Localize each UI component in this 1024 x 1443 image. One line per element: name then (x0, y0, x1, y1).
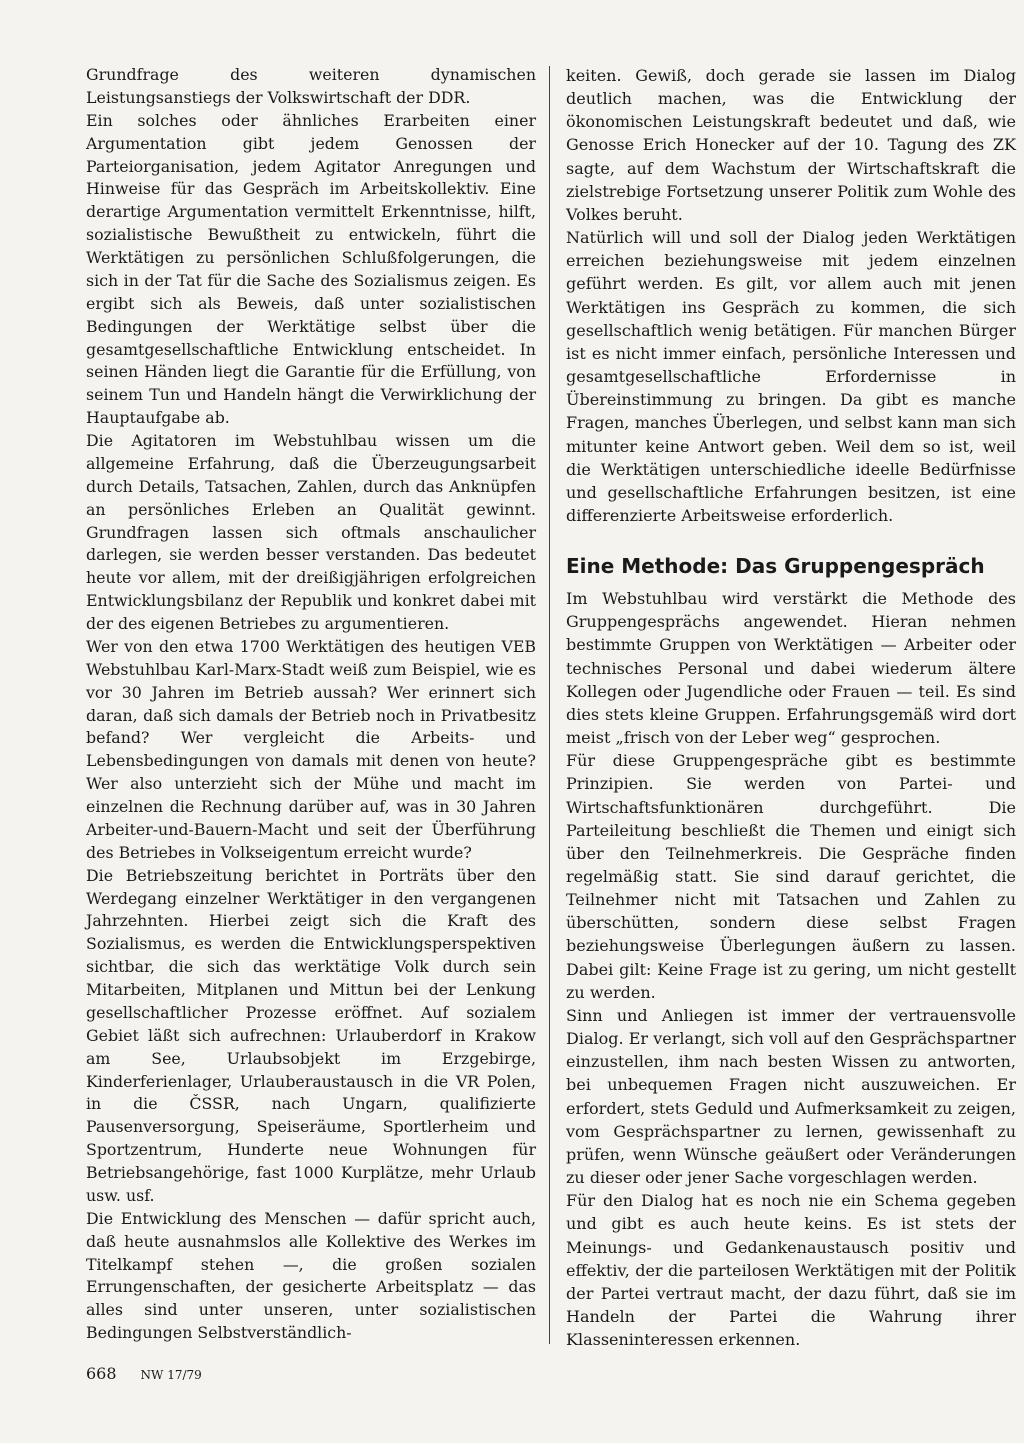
paragraph: Grundfrage des weiteren dynamischen Leistungsanstiegs der Volkswirtschaft der DDR. (86, 65, 536, 107)
page-footer (86, 1364, 202, 1385)
paragraph: Sinn und Anliegen ist immer der vertrauensvolle Dialog. Er verlangt, sich voll auf den Gesprächspartner einzustellen, ihm nach besten Wissen zu antworten, bei unbequemen Fragen nicht auszuweichen. Er erfordert, stets Geduld und Aufmerksamkeit zu zeigen, vom Gesprächspartner zu lernen, gewissenhaft zu prüfen, wenn Wünsche geäußert oder Veränderungen zu dieser oder jener Sache vorgeschlagen werden. (566, 1005, 1016, 1188)
column-divider (549, 66, 550, 1344)
paragraph: Für den Dialog hat es noch nie ein Schema gegeben und gibt es auch heute keins. Es ist stets der Meinungs- und Gedankenaustausch positiv und effektiv, der die parteilosen Werktätigen mit der Politik der Partei vertraut macht, der dazu führt, daß sie im Handeln der Partei die Wahrung ihrer Klasseninteressen erkennen. (566, 1191, 1016, 1350)
issue-label: NW 17/79 (140, 1368, 202, 1382)
paragraph: Ein solches oder ähnliches Erarbeiten einer Argumentation gibt jedem Genossen der Parteiorganisation, jedem Agitator Anregungen und Hinweise für das Gespräch im Arbeitskollektiv. Eine derartige Argumentation vermittelt Erkenntnisse, hilft, sozialistische Bewußtheit zu entwickeln, führt die Werktätigen zu persönlichen Schlußfolgerungen, die sich in der Tat für die Sache des Sozialismus zeigen. Es ergibt sich als Beweis, daß unter sozialistischen Bedingungen der Werktätige selbst über die gesamtgesellschaftliche Entwicklung entscheidet. In seinen Händen liegt die Garantie für die Erfüllung, von seinem Tun und Handeln hängt die Verwirklichung der Hauptaufgabe ab. (86, 110, 536, 428)
paragraph: Im Webstuhlbau wird verstärkt die Methode des Gruppengesprächs angewendet. Hieran nehmen bestimmte Gruppen von Werktätigen — Arbeiter oder technisches Personal und dabei wiederum ältere Kollegen oder Jugendliche oder Frauen — teil. Es sind dies stets kleine Gruppen. Erfahrungsgemäß wird dort meist „frisch von der Leber weg“ gesprochen. (566, 589, 1016, 748)
paragraph: Natürlich will und soll der Dialog jeden Werktätigen erreichen beziehungsweise mit jedem einzelnen geführt werden. Es gilt, vor allem auch mit jenen Werktätigen ins Gespräch zu kommen, die sich gesellschaftlich wenig betätigen. Für manchen Bürger ist es nicht immer einfach, persönliche Interessen und gesamtgesellschaftliche Erfordernisse in Übereinstimmung zu bringen. Da gibt es manche Fragen, manches Überlegen, und selbst kann man sich mitunter keine Antwort geben. Weil dem so ist, weil die Werktätigen unterschiedliche ideelle Bedürfnisse und gesellschaftliche Erfahrungen besitzen, ist eine differenzierte Arbeitsweise erforderlich. (566, 228, 1016, 525)
paragraph: Die Betriebszeitung berichtet in Porträts über den Werdegang einzelner Werktätiger in den vergangenen Jahrzehnten. Hierbei zeigt sich die Kraft des Sozialismus, es werden die Entwicklungsperspektiven sichtbar, die sich das werktätige Volk durch sein Mitarbeiten, Mitplanen und Mittun bei der Lenkung gesellschaftlicher Prozesse eröffnet. Auf sozialem Gebiet läßt sich aufrechnen: Urlauberdorf in Krakow am See, Urlaubsobjekt im Erzgebirge, Kinderferienlager, Urlauberaustausch in die VR Polen, in die ČSSR, nach Ungarn, qualifizierte Pausenversorgung, Speiseräume, Sportlerheim und Sportzentrum, Hunderte neue Wohnungen für Betriebsangehörige, fast 1000 Kurplätze, mehr Urlaub usw. usf. (86, 865, 536, 1205)
left-column (86, 64, 536, 1345)
right-column (566, 64, 1016, 1351)
paragraph: Die Entwicklung des Menschen — dafür spricht auch, daß heute ausnahmslos alle Kollektive des Werkes im Titelkampf stehen —, die großen sozialen Errungenschaften, der gesicherte Arbeitsplatz — das alles sind unter unseren, unter sozialistischen Bedingungen Selbstverständlich- (86, 1208, 536, 1343)
section-heading: Eine Methode: Das Gruppengespräch (566, 554, 985, 579)
paragraph: keiten. Gewiß, doch gerade sie lassen im Dialog deutlich machen, was die Entwicklung der ökonomischen Leistungskraft bedeutet und daß, wie Genosse Erich Honecker auf der 10. Tagung des ZK sagte, auf dem Wachstum der Wirtschaftskraft die zielstrebige Fortsetzung unserer Politik zum Wohle des Volkes beruht. (566, 66, 1016, 224)
paragraph: Die Agitatoren im Webstuhlbau wissen um die allgemeine Erfahrung, daß die Überzeugungsarbeit durch Details, Tatsachen, Zahlen, durch das Anknüpfen an persönliches Erleben an Qualität gewinnt. Grundfragen lassen sich oftmals anschaulicher darlegen, sie werden besser verstanden. Das bedeutet heute vor allem, mit der dreißigjährigen erfolgreichen Entwicklungsbilanz der Republik und konkret dabei mit der des eigenen Betriebes zu argumentieren. (86, 431, 536, 633)
page-number: 668 (86, 1364, 117, 1383)
paragraph: Wer von den etwa 1700 Werktätigen des heutigen VEB Webstuhlbau Karl-Marx-Stadt weiß zum Beispiel, wie es vor 30 Jahren im Betrieb aussah? Wer erinnert sich daran, daß sich damals der Betrieb noch in Privatbesitz befand? Wer vergleicht die Arbeits- und Lebensbedingungen von damals mit denen von heute? Wer also unterzieht sich der Mühe und macht im einzelnen die Rechnung darüber auf, was in 30 Jahren Arbeiter-und-Bauern-Macht und seit der Überführung des Betriebes in Volkseigentum erreicht wurde? (86, 636, 536, 862)
paragraph: Für diese Gruppengespräche gibt es bestimmte Prinzipien. Sie werden von Partei- und Wirtschaftsfunktionären durchgeführt. Die Parteileitung beschließt die Themen und einigt sich über den Teilnehmerkreis. Die Gespräche finden regelmäßig statt. Sie sind darauf gerichtet, die Teilnehmer nicht mit Tatsachen und Zahlen zu überschütten, sondern diese selbst Fragen beziehungsweise Überlegungen äußern zu lassen. Dabei gilt: Keine Frage ist zu gering, um nicht gestellt zu werden. (566, 751, 1016, 1002)
